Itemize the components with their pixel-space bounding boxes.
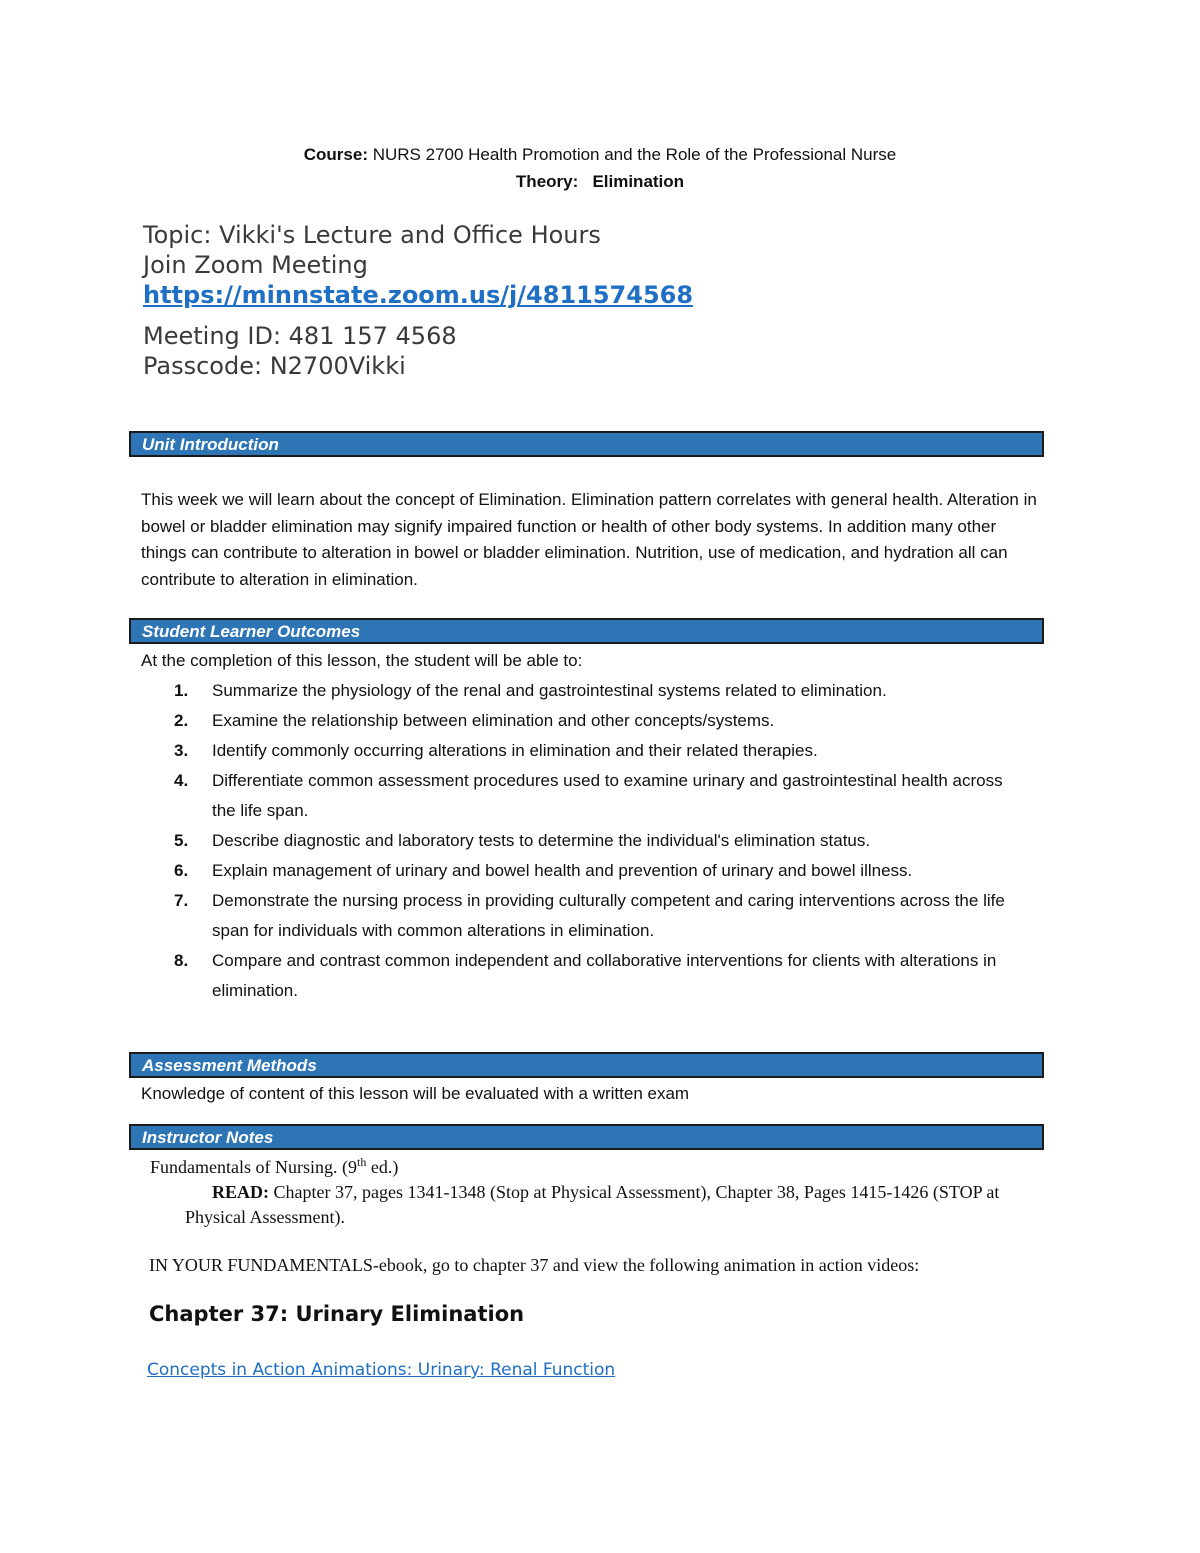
read-label: READ:: [212, 1182, 269, 1202]
meeting-topic: Topic: Vikki's Lecture and Office Hours: [143, 221, 601, 249]
zoom-meeting-link[interactable]: https://minnstate.zoom.us/j/4811574568: [143, 281, 694, 309]
list-text: Compare and contrast common independent and collaborative interventions for clients with alterations in elimination.: [212, 951, 997, 1000]
list-text: Differentiate common assessment procedures used to examine urinary and gastrointestinal health across the life span.: [212, 771, 1003, 820]
list-text: Describe diagnostic and laboratory tests to determine the individual's elimination status.: [212, 831, 871, 850]
textbook-title: Fundamentals of Nursing. (9: [150, 1157, 357, 1177]
list-item: [141, 676, 1021, 706]
list-number: 7.: [174, 891, 189, 910]
outcomes-list: [141, 676, 1021, 1006]
list-item: [141, 946, 1021, 1006]
zoom-link-line: [143, 280, 693, 310]
course-label: Course:: [303, 145, 368, 164]
student-learner-outcomes-heading: Student Learner Outcomes: [129, 618, 1044, 644]
list-number: 1.: [174, 681, 189, 700]
list-item: [141, 766, 1021, 826]
course-text: NURS 2700 Health Promotion and the Role of the Professional Nurse: [368, 145, 897, 164]
list-number: 2.: [174, 711, 189, 730]
textbook-citation: [150, 1155, 398, 1178]
theory-label: Theory:: [515, 172, 579, 191]
chapter-title: Chapter 37: Urinary Elimination: [149, 1302, 525, 1326]
passcode: Passcode: N2700Vikki: [143, 352, 406, 380]
theory-line: [0, 172, 1200, 192]
list-text: Examine the relationship between elimination and other concepts/systems.: [212, 711, 775, 730]
list-text: Identify commonly occurring alterations in elimination and their related therapies.: [212, 741, 818, 760]
course-line: [0, 145, 1200, 165]
ebook-instructions: IN YOUR FUNDAMENTALS-ebook, go to chapter 37 and view the following animation in action videos:: [149, 1255, 920, 1275]
list-number: 8.: [174, 951, 189, 970]
list-item: [141, 706, 1021, 736]
animation-link-line: [147, 1360, 615, 1380]
outcomes-intro: At the completion of this lesson, the student will be able to:: [141, 651, 583, 670]
assessment-methods-heading: Assessment Methods: [129, 1052, 1044, 1078]
theory-value: Elimination: [592, 172, 685, 191]
assessment-text: Knowledge of content of this lesson will be evaluated with a written exam: [141, 1084, 690, 1103]
list-text: Explain management of urinary and bowel health and prevention of urinary and bowel illness.: [212, 861, 913, 880]
instructor-notes-heading: Instructor Notes: [129, 1124, 1044, 1150]
renal-function-animation-link[interactable]: Concepts in Action Animations: Urinary: Renal Function: [147, 1360, 616, 1380]
list-number: 3.: [174, 741, 189, 760]
list-text: Summarize the physiology of the renal and gastrointestinal systems related to elimination.: [212, 681, 887, 700]
list-text: Demonstrate the nursing process in providing culturally competent and caring interventions across the life span for individuals with common alterations in elimination.: [212, 891, 1005, 940]
list-item: [141, 886, 1021, 946]
read-text: Chapter 37, pages 1341-1348 (Stop at Physical Assessment), Chapter 38, Pages 1415-1426 (STOP at Physical Assessment).: [185, 1182, 1000, 1227]
list-number: 4.: [174, 771, 189, 790]
edition-suffix: ed.): [366, 1157, 399, 1177]
list-item: [141, 856, 1021, 886]
reading-assignment: [185, 1180, 1030, 1230]
list-number: 5.: [174, 831, 189, 850]
unit-introduction-heading: Unit Introduction: [129, 431, 1044, 457]
list-number: 6.: [174, 861, 189, 880]
list-item: [141, 736, 1021, 766]
join-zoom-label: Join Zoom Meeting: [143, 251, 368, 279]
unit-introduction-text: This week we will learn about the concept of Elimination. Elimination pattern correlates with general health. Alteration in bowel or bladder elimination may signify impaired function or health of other body systems. In addition many other things can contribute to alteration in bowel or bladder elimination. Nutrition, use of medication, and hydration all can contribute to alteration in elimination.: [141, 490, 1037, 589]
edition-sup: th: [356, 1155, 367, 1169]
list-item: [141, 826, 1021, 856]
meeting-id: Meeting ID: 481 157 4568: [143, 322, 457, 350]
